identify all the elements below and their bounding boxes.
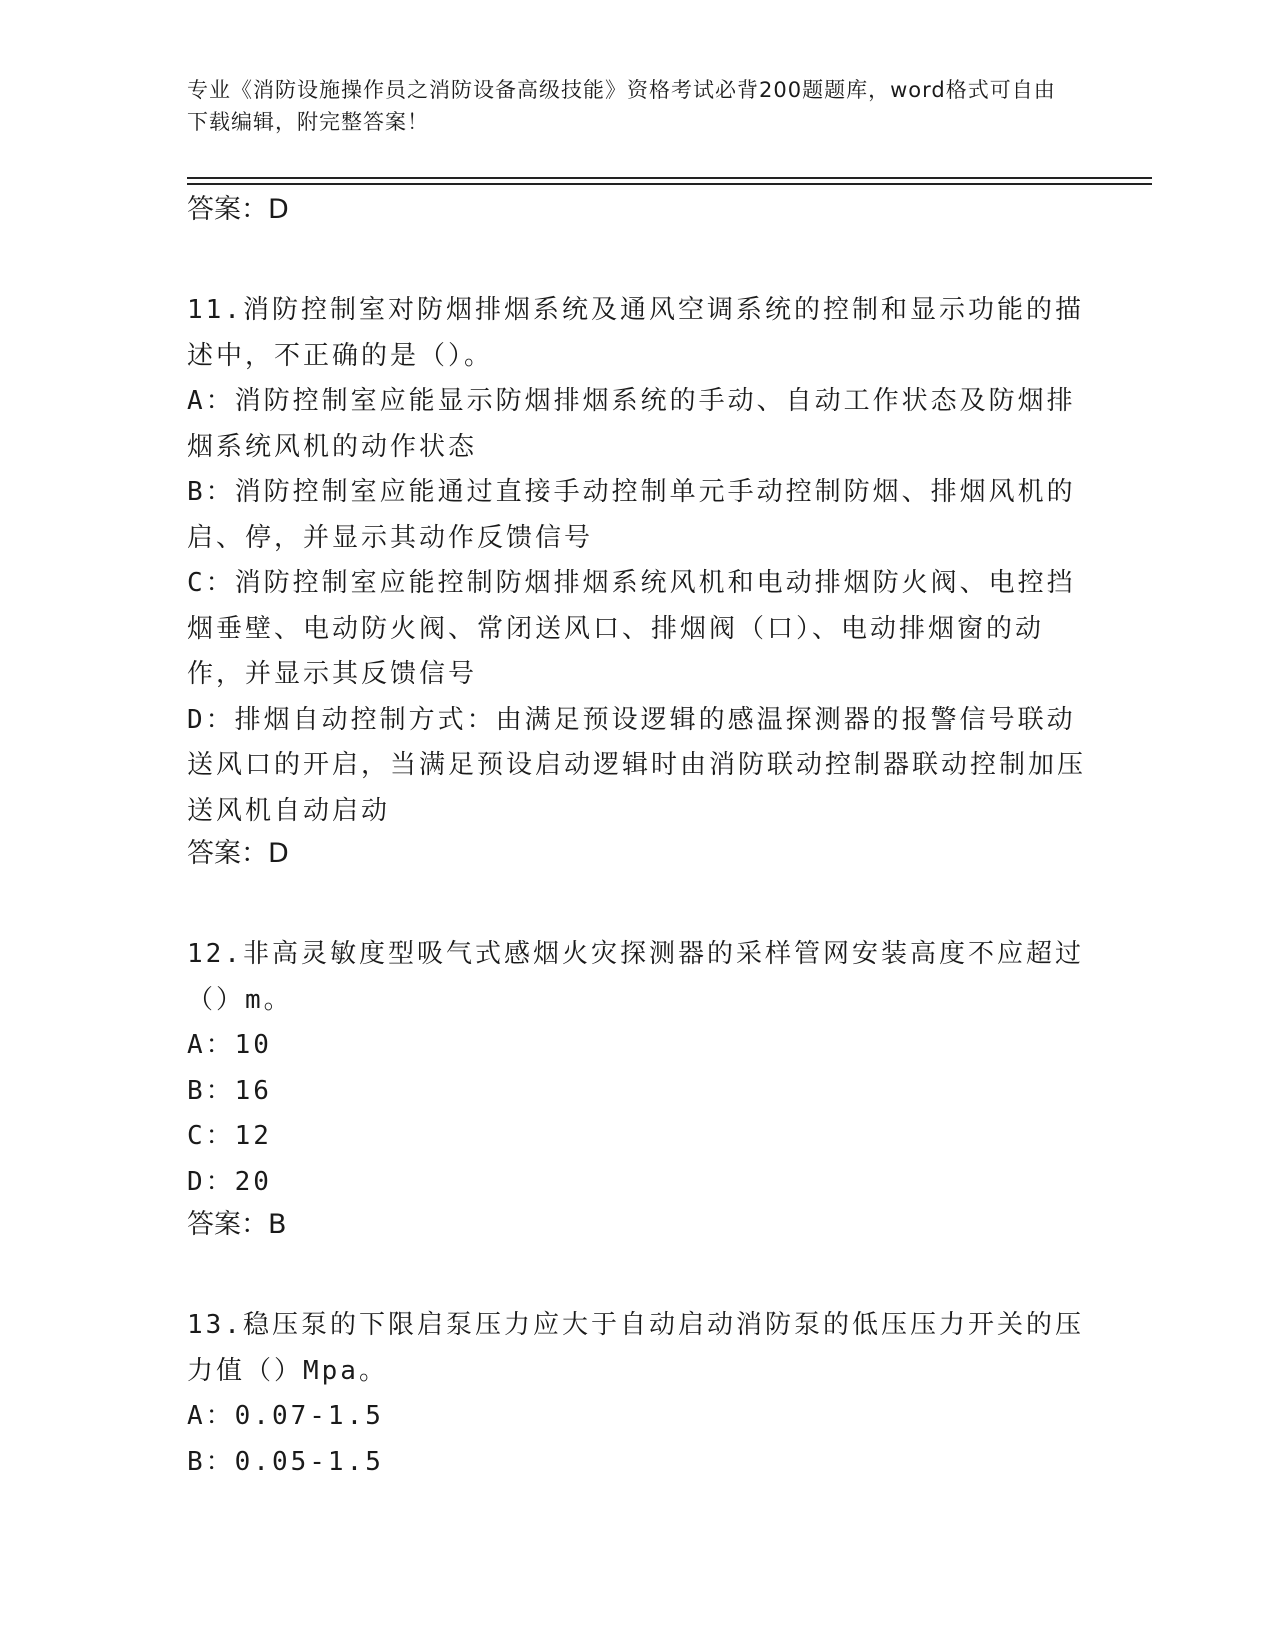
spacer — [187, 1245, 1087, 1303]
option-c: C：消防控制室应能控制防烟排烟系统风机和电动排烟防火阀、电控挡烟垂壁、电动防火阀、常闭送风口、排烟阀（口）、电动排烟窗的动作，并显示其反馈信号 — [187, 568, 1076, 689]
header-rule-top — [187, 177, 1152, 179]
answer-line: 答案：D — [187, 838, 289, 869]
option-a: A：消防控制室应能显示防烟排烟系统的手动、自动工作状态及防烟排烟系统风机的动作状态 — [187, 386, 1076, 462]
option-d: D：排烟自动控制方式：由满足预设逻辑的感温探测器的报警信号联动送风口的开启，当满足预设启动逻辑时由消防联动控制器联动控制加压送风机自动启动 — [187, 704, 1087, 826]
option-d: D：20 — [187, 1166, 272, 1197]
spacer — [187, 230, 1087, 288]
option-c: C：12 — [187, 1121, 272, 1151]
option-b: B：16 — [187, 1075, 272, 1106]
answer-line: 答案：D — [187, 194, 289, 225]
option-b: B：0.05-1.5 — [187, 1446, 384, 1477]
answer-line: 答案：B — [187, 1209, 287, 1240]
question-13 — [187, 1303, 1087, 1485]
question-stem: 12.非高灵敏度型吸气式感烟火灾探测器的采样管网安装高度不应超过（）m。 — [187, 939, 1084, 1015]
question-stem: 13.稳压泵的下限启泵压力应大于自动启动消防泵的低压压力开关的压力值（）Mpa。 — [187, 1310, 1084, 1386]
document-header — [187, 74, 1077, 138]
question-12 — [187, 932, 1087, 1245]
question-stem: 11.消防控制室对防烟排烟系统及通风空调系统的控制和显示功能的描述中，不正确的是（）。 — [187, 295, 1084, 371]
option-a: A：0.07-1.5 — [187, 1401, 384, 1431]
header-text: 专业《消防设施操作员之消防设备高级技能》资格考试必背200题题库，word格式可自由下载编辑，附完整答案！ — [187, 78, 1056, 134]
option-b: B：消防控制室应能通过直接手动控制单元手动控制防烟、排烟风机的启、停，并显示其动作反馈信号 — [187, 477, 1076, 553]
question-11 — [187, 288, 1087, 874]
header-rule-bottom — [187, 183, 1152, 185]
option-a: A：10 — [187, 1030, 272, 1060]
spacer — [187, 874, 1087, 932]
page-content — [187, 190, 1087, 1485]
